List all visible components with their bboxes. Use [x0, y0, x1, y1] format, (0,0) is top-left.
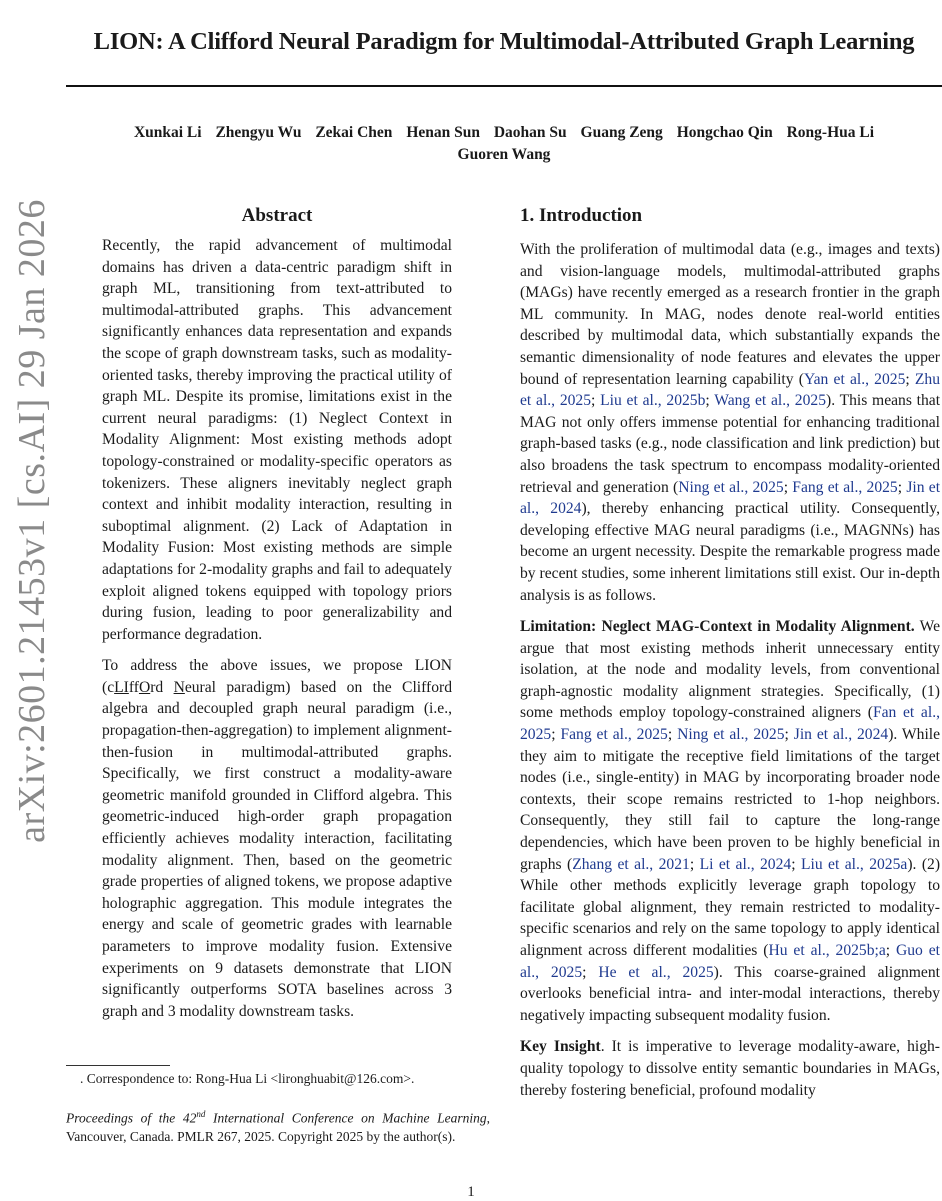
- citation-link[interactable]: Ning et al., 2025: [677, 726, 785, 744]
- abstract-column: [102, 203, 452, 1022]
- intro-paragraph-1: With the proliferation of multimodal data (e.g., images and texts) and vision-language models, multimodal-attributed graphs (MAGs) have recently emerged as a research frontier in the graph ML community. In MAG, nodes denote real-world entities described by multimodal data, which substantially expands the semantic dimensionality of node features and elevates the upper bound of representation learning capability (Yan et al., 2025; Zhu et al., 2025; Liu et al., 2025b; Wang et al., 2025). This means that MAG not only offers immense potential for enhancing traditional graph-based tasks (e.g., node classification and link prediction) but also broadens the task spectrum to encompass modality-oriented retrieval and generation (Ning et al., 2025; Fang et al., 2025; Jin et al., 2024), thereby enhancing practical utility. Consequently, developing effective MAG neural paradigms (i.e., MAGNNs) has become an urgent necessity. Despite the remarkable progress made by recent studies, some inherent limitations still exist. Our in-depth analysis is as follows.: [520, 241, 941, 604]
- author: Zekai Chen: [315, 124, 393, 141]
- correspondence-footnote: [66, 1070, 496, 1088]
- abstract-paragraph-1: Recently, the rapid advancement of multimodal domains has driven a data-centric paradigm shift in graph ML, transitioning from text-attributed to multimodal-attributed graphs. This advancement significantly enhances data representation and expands the scope of graph downstream tasks, such as modality-oriented tasks, thereby improving the practical utility of graph ML. Despite its promise, limitations exist in the current neural paradigms: (1) Neglect Context in Modality Alignment: Most existing methods adopt topology-constrained or modality-specific operators as tokenizers. These aligners inevitably neglect graph context and inhibit modality interaction, resulting in suboptimal alignment. (2) Lack of Adaptation in Modality Fusion: Most existing methods are simple adaptations for 2-modality graphs and fail to adequately exploit aligned tokens equipped with topology priors during fusion, leading to poor generalizability and performance degradation.: [102, 237, 452, 643]
- citation-link[interactable]: He et al., 2025: [598, 963, 714, 981]
- abstract-heading: Abstract: [241, 205, 313, 226]
- text-run: . It is imperative to leverage modality-aware, high-quality topology to dissolve entity semantic boundaries in MAGs, thereby fostering beneficial, profound modality: [520, 1038, 940, 1099]
- limitation-paragraph: Limitation: Neglect MAG-Context in Modality Alignment. We argue that most existing methods inherit unnecessary entity isolation, at the node and modality levels, from conventional graph-agnostic modality alignment strategies. Specifically, (1) some methods employ topology-constrained aligners (Fan et al., 2025; Fang et al., 2025; Ning et al., 2025; Jin et al., 2024). While they aim to mitigate the receptive field limitations of the target nodes (i.e., single-entity) in MAG by incorporating broader node contexts, their scope remains restricted to 1-hop neighbors. Consequently, they still fail to capture the long-range dependencies, which have been proven to be highly beneficial in graphs (Zhang et al., 2021; Li et al., 2024; Liu et al., 2025a). (2) While other methods explicitly leverage graph topology to facilitate global alignment, they remain restricted to modality-specific scenarios and rely on the same topology to apply identical alignment across different modalities (Hu et al., 2025b;a; Guo et al., 2025; He et al., 2025). This coarse-grained alignment overlooks beneficial intra- and inter-modal interactions, thereby negatively impacting subsequent modality fusion.: [520, 618, 941, 1024]
- author: Hongchao Qin: [676, 124, 773, 141]
- key-insight-label: Key Insight: [520, 1038, 601, 1056]
- author: Xunkai Li: [133, 124, 202, 141]
- citation-link[interactable]: Li et al., 2024: [699, 855, 792, 873]
- acronym-letter: LI: [114, 678, 129, 696]
- citation-link[interactable]: Zhang et al., 2021: [572, 855, 690, 873]
- introduction-column: [520, 203, 940, 1101]
- author-list: [66, 122, 942, 166]
- text-run: rd: [150, 678, 174, 696]
- citation-link[interactable]: Jin et al., 2024: [793, 726, 889, 744]
- text-run: ). (2) While other methods explicitly leverage graph topology to facilitate global alignment, they remain restricted to modality-specific scenarios and rely on the same topology to apply identical alignment across different modalities (: [520, 855, 941, 959]
- text-run: ). This means that MAG not only offers immense potential for enhancing traditional graph-based tasks (e.g., node classification and link prediction) but also broadens the task spectrum to encompass modality-oriented retrieval and generation (: [520, 392, 941, 496]
- text-run: ). While they aim to mitigate the receptive field limitations of the target nodes (i.e., single-entity) in MAG by incorporating broader node contexts, their scope remains restricted to 1-hop neighbors. Consequently, they still fail to capture the long-range dependencies, which have been proven to be highly beneficial in graphs (: [520, 726, 941, 873]
- arxiv-identifier-stamp: [10, 199, 54, 843]
- acronym-letter: O: [138, 678, 151, 696]
- ordinal-suffix: nd: [196, 1109, 206, 1119]
- author: Zhengyu Wu: [215, 124, 302, 141]
- page-number: 1: [467, 1184, 475, 1200]
- limitation-label: Limitation: Neglect MAG-Context in Modality Alignment.: [520, 618, 915, 636]
- citation-link[interactable]: Yan et al., 2025: [803, 370, 906, 388]
- author: Rong-Hua Li: [786, 124, 875, 141]
- acronym-letter: N: [173, 678, 185, 696]
- citation-link[interactable]: Fan et al., 2025: [520, 704, 940, 744]
- citation-link[interactable]: Liu et al., 2025b: [600, 392, 706, 410]
- arxiv-stamp-text: arXiv:2601.21453v1 [cs.AI] 29 Jan 2026: [11, 199, 54, 843]
- text-run: To address the above issues, we propose LION (c: [102, 657, 452, 696]
- citation-link[interactable]: Fang et al., 2025: [792, 478, 898, 496]
- text-run: We argue that most existing methods inherit unnecessary entity isolation, at the node and modality levels, from conventional graph-agnostic modality alignment strategies. Specifically, (1) some methods employ topology-constrained aligners (: [520, 618, 940, 722]
- text-run: eural paradigm) based on the Clifford algebra and decoupled graph neural paradigm (i.e., propagation-then-aggregation) to implement alignment-then-fusion in multimodal-attributed graphs. Specifically, we first construct a modality-aware geometric manifold grounded in Clifford algebra. This geometric-induced high-order graph propagation efficiently achieves modality interaction, facilitating modality alignment. Then, based on the geometric grade properties of aligned tokens, we propose adaptive holographic aggregation. This module integrates the energy and scale of geometric grades with learnable parameters to improve modality fusion. Extensive experiments on 9 datasets demonstrate that LION significantly outperforms SOTA baselines across 3 graph and 3 modality downstream tasks.: [102, 678, 453, 1020]
- citation-link[interactable]: Fang et al., 2025: [560, 726, 668, 744]
- text-run: ff: [128, 678, 139, 696]
- author: Daohan Su: [493, 124, 567, 141]
- citation-link[interactable]: Wang et al., 2025: [714, 392, 826, 410]
- author: Guang Zeng: [580, 124, 663, 141]
- key-insight-paragraph: [520, 1036, 940, 1101]
- text-run: ), thereby enhancing practical utility. Consequently, developing effective MAG neural paradigms (i.e., MAGNNs) has become an urgent necessity. Despite the remarkable progress made by recent studies, some inherent limitations still exist. Our in-depth analysis is as follows.: [520, 500, 940, 604]
- proceedings-italic: International Conference on Machine Learning: [205, 1110, 487, 1126]
- proceedings-italic: Proceedings of the 42: [66, 1110, 197, 1126]
- citation-link[interactable]: Jin et al., 2024: [520, 478, 941, 518]
- citation-link[interactable]: Hu et al., 2025b;a: [768, 942, 886, 959]
- text-run: ). This coarse-grained alignment overlooks beneficial intra- and inter-modal interactions, thereby negatively impacting subsequent modality fusion.: [520, 963, 940, 1024]
- footnote-text: . Correspondence to: Rong-Hua Li <lironghuabit@126.com>.: [80, 1071, 415, 1086]
- citation-link[interactable]: Zhu et al., 2025: [520, 370, 941, 410]
- proceedings-rest: , Vancouver, Canada. PMLR 267, 2025. Copyright 2025 by the author(s).: [66, 1110, 490, 1144]
- paper-title: LION: A Clifford Neural Paradigm for Multimodal-Attributed Graph Learning: [93, 28, 915, 55]
- title-rule: [66, 85, 942, 87]
- citation-link[interactable]: Guo et al., 2025: [520, 942, 941, 981]
- text-run: With the proliferation of multimodal data (e.g., images and texts) and vision-language models, multimodal-attributed graphs (MAGs) have recently emerged as a research frontier in the graph ML community. In MAG, nodes denote real-world entities described by multimodal data, which substantially expands the semantic dimensionality of node features and elevates the upper bound of representation learning capability (: [520, 241, 940, 388]
- citation-link[interactable]: Liu et al., 2025a: [800, 855, 908, 873]
- citation-link[interactable]: Ning et al., 2025: [678, 478, 784, 496]
- footnote-rule: [66, 1065, 170, 1066]
- introduction-heading: 1. Introduction: [520, 205, 643, 226]
- author: Henan Sun: [406, 124, 480, 141]
- author: Guoren Wang: [457, 146, 551, 163]
- proceedings-notice: [66, 1105, 490, 1146]
- abstract-paragraph-2: [102, 655, 452, 1022]
